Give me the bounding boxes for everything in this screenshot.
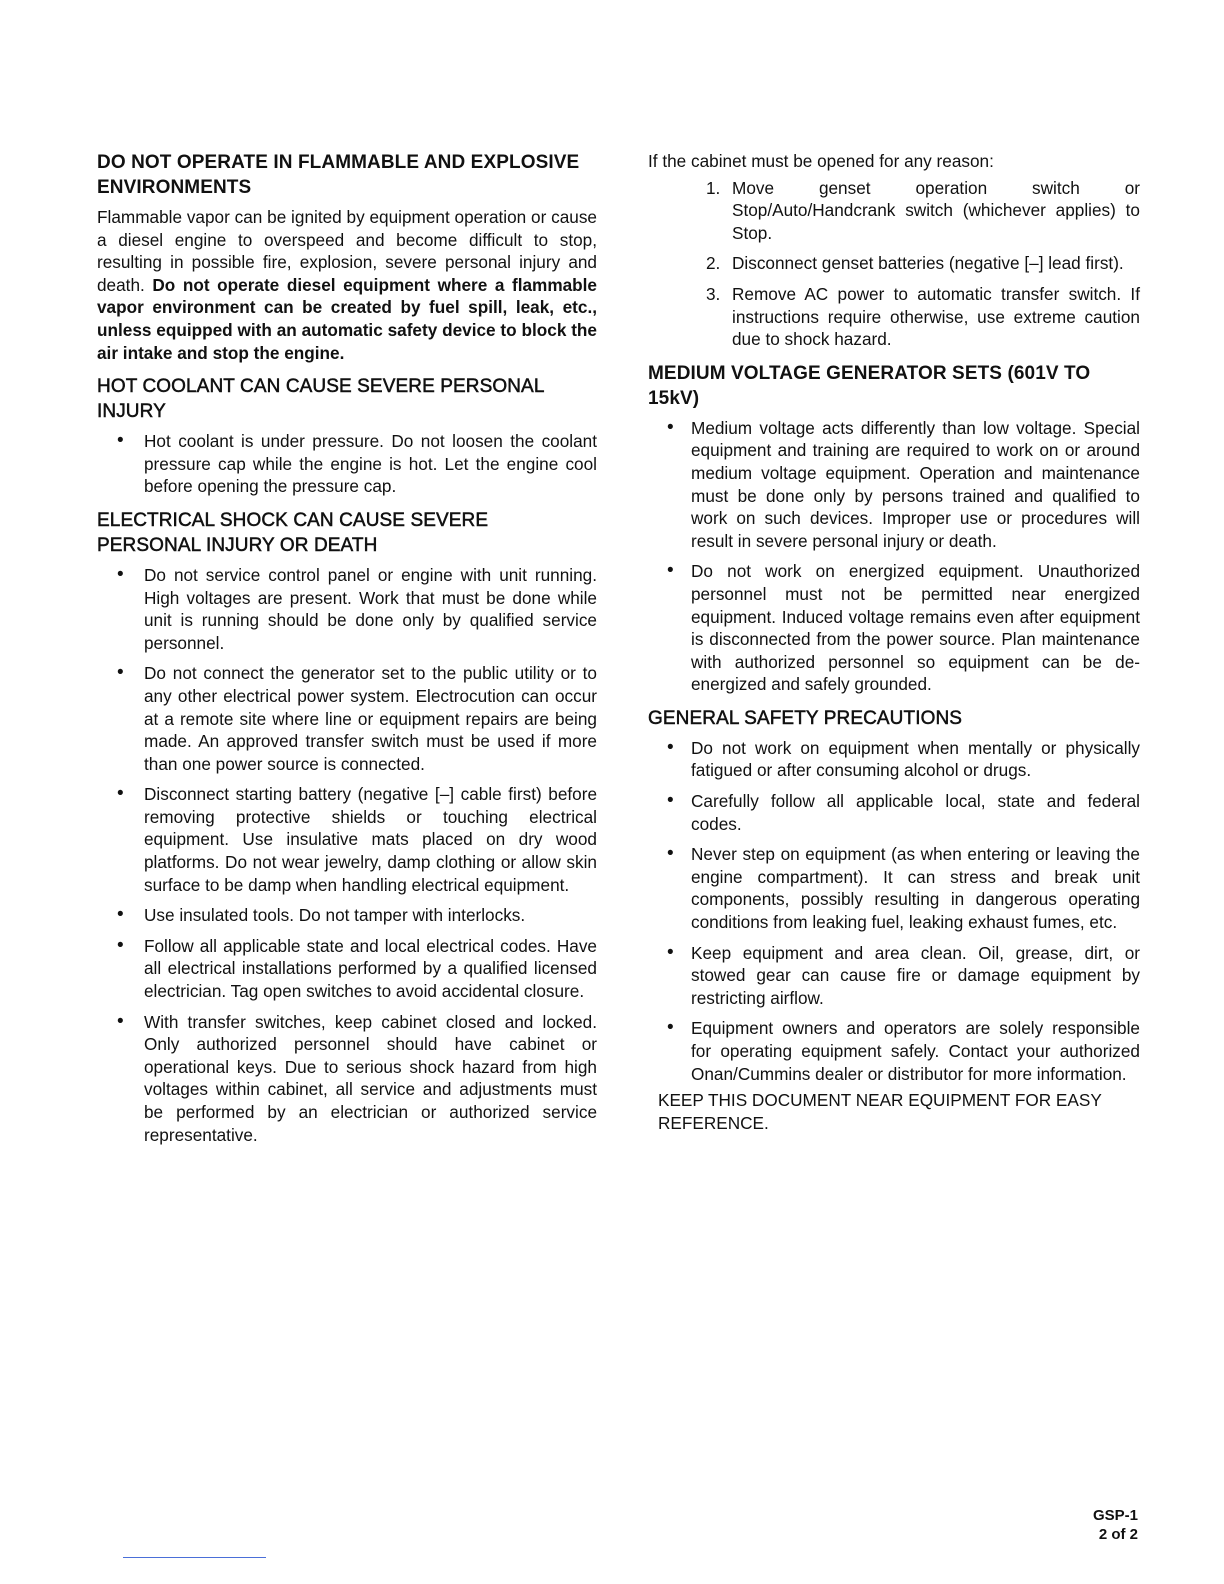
page-footer [1093, 1506, 1138, 1544]
shock-list [97, 564, 597, 1146]
shock-heading: ELECTRICAL SHOCK CAN CAUSE SEVERE PERSONAL INJURY OR DEATH [97, 509, 489, 556]
coolant-heading: HOT COOLANT CAN CAUSE SEVERE PERSONAL INJURY [97, 376, 544, 423]
step-text: Move genset operation switch or Stop/Auto/Handcrank switch (whichever applies) to Stop. [732, 177, 1140, 243]
cabinet-section [648, 150, 1140, 351]
step-item [648, 177, 1140, 245]
flammable-text: Flammable vapor can be ignited by equipment operation or cause a diesel engine to overspeed and become difficult to stop, resulting in possible fire, explosion, severe personal injury and death. [97, 207, 597, 295]
cabinet-intro: If the cabinet must be opened for any reason: [648, 151, 994, 171]
step-item [648, 283, 1140, 351]
document-id: GSP-1 [1092, 1507, 1138, 1524]
list-item: • Disconnect starting battery (negative [–] cable first) before removing protective shields or touching electrical equipment. Use insulative mats placed on dry wood platforms. Do not wear jewelry, damp clothing or allow skin surface to be damp when handling electrical equipment. [97, 783, 597, 896]
list-item: • Medium voltage acts differently than low voltage. Special equipment and training are required to work on or around medium voltage equipment. Operation and maintenance must be done only by persons trained and qualified to work on such devices. Improper use or procedures will result in severe personal injury or death. [648, 417, 1140, 553]
list-item: • Never step on equipment (as when entering or leaving the engine compartment). It can stress and break unit components, possibly resulting in dangerous operating conditions from leaking fuel, leaking exhaust fumes, etc. [648, 843, 1140, 933]
flammable-heading: DO NOT OPERATE IN FLAMMABLE AND EXPLOSIVE ENVIRONMENTS [97, 152, 580, 198]
list-item: • Do not service control panel or engine with unit running. High voltages are present. Work that must be done while unit is running should be done only by qualified service personnel. [97, 564, 597, 654]
shock-section [97, 508, 597, 1146]
flammable-bold-text: Do not operate diesel equipment where a flammable vapor environment can be created by fuel spill, leak, etc., unless equipped with an automatic safety device to block the air intake and stop the engine. [97, 274, 597, 363]
general-list [648, 737, 1140, 1085]
medium-voltage-section [648, 361, 1140, 696]
closing-note: KEEP THIS DOCUMENT NEAR EQUIPMENT FOR EASY REFERENCE. [658, 1090, 1102, 1133]
list-item: • Do not connect the generator set to the public utility or to any other electrical power system. Electrocution can occur at a remote site where line or equipment repairs are being made. An approved transfer switch must be used if more than one power source is connected. [97, 662, 597, 775]
page-number: 2 of 2 [1098, 1526, 1138, 1543]
step-text: Remove AC power to automatic transfer switch. If instructions require otherwise, use extreme caution due to shock hazard. [732, 283, 1140, 350]
list-item: • Equipment owners and operators are solely responsible for operating equipment safely. Contact your authorized Onan/Cummins dealer or distributor for more information. [648, 1017, 1140, 1085]
right-column [648, 150, 1140, 1134]
step-number: 1. [706, 177, 721, 198]
list-item: • Do not work on equipment when mentally or physically fatigued or after consuming alcohol or drugs. [648, 737, 1140, 782]
coolant-list [97, 430, 597, 498]
cabinet-steps [648, 177, 1140, 351]
step-number: 3. [706, 283, 721, 304]
coolant-section [97, 374, 597, 498]
list-item: • Use insulated tools. Do not tamper with interlocks. [97, 904, 597, 927]
general-section [648, 706, 1140, 1135]
medium-voltage-heading: MEDIUM VOLTAGE GENERATOR SETS (601V TO 15kV) [648, 362, 1091, 409]
medium-voltage-list [648, 417, 1140, 696]
list-item: • Do not work on energized equipment. Unauthorized personnel must not be permitted near energized equipment. Induced voltage remains even after equipment is disconnected from the power source. Plan maintenance with authorized personnel so equipment can be de-energized and safely grounded. [648, 560, 1140, 696]
flammable-section [97, 150, 597, 364]
list-item: • With transfer switches, keep cabinet closed and locked. Only authorized personnel should have cabinet or operational keys. Due to serious shock hazard from high voltages within cabinet, all service and adjustments must be performed by an electrician or authorized service representative. [97, 1011, 597, 1147]
step-text: Disconnect genset batteries (negative [–] lead first). [732, 253, 1124, 274]
step-number: 2. [706, 253, 721, 274]
list-item: • Carefully follow all applicable local, state and federal codes. [648, 790, 1140, 835]
list-item: • Hot coolant is under pressure. Do not loosen the coolant pressure cap while the engine is hot. Let the engine cool before opening the pressure cap. [97, 430, 597, 498]
list-item: • Follow all applicable state and local electrical codes. Have all electrical installations performed by a qualified licensed electrician. Tag open switches to avoid accidental closure. [97, 935, 597, 1003]
list-item: • Keep equipment and area clean. Oil, grease, dirt, or stowed gear can cause fire or damage equipment by restricting airflow. [648, 942, 1140, 1010]
flammable-paragraph [97, 206, 597, 364]
bottom-rule [123, 1557, 266, 1558]
general-heading: GENERAL SAFETY PRECAUTIONS [648, 707, 963, 729]
left-column [97, 150, 597, 1156]
step-item [648, 252, 1140, 275]
